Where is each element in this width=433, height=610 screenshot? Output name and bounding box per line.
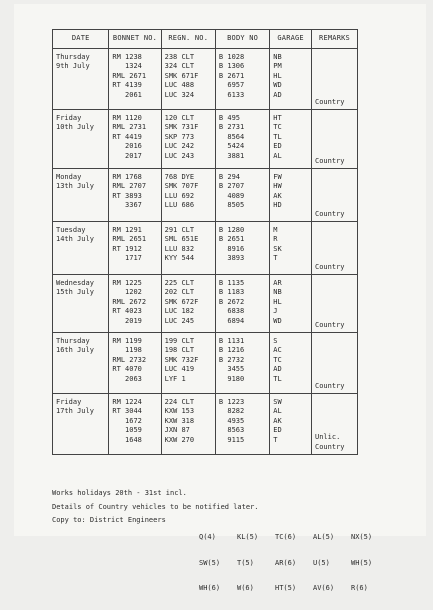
country-vehicles-note: Details of Country vehicles to be notified later. bbox=[52, 503, 259, 511]
cell-garage-text: AR NB HL J WD bbox=[273, 279, 282, 325]
copy-code: W(6) bbox=[237, 584, 254, 592]
column-header-garage: GARAGE bbox=[270, 30, 312, 49]
cell-date bbox=[53, 394, 109, 455]
cell-remarks bbox=[312, 333, 358, 394]
column-header-body-no: BODY NO bbox=[215, 30, 269, 49]
cell-regn bbox=[161, 275, 215, 333]
copy-code: WH(6) bbox=[199, 584, 221, 592]
cell-garage-text: M R SK T bbox=[273, 226, 282, 263]
cell-remarks bbox=[312, 110, 358, 169]
cell-garage bbox=[270, 49, 312, 110]
cell-body-text: B 1280 B 2651 8916 3893 bbox=[218, 226, 245, 263]
cell-bonnet bbox=[109, 275, 161, 333]
cell-garage-text: FW HW AK HD bbox=[273, 173, 282, 210]
cell-bonnet-text: RM 1224 RT 3044 1672 1059 1648 bbox=[112, 398, 142, 444]
column-header-remarks: REMARKS bbox=[312, 30, 358, 49]
cell-date-text: Wednesday 15th July bbox=[56, 279, 94, 297]
cell-body-text: B 495 B 2731 8564 5424 3881 bbox=[218, 114, 245, 160]
copy-code: AL(5) bbox=[313, 533, 335, 541]
copy-code: TC(6) bbox=[275, 533, 297, 541]
copy-code: Q(4) bbox=[199, 533, 216, 541]
cell-body bbox=[215, 169, 269, 222]
cell-body bbox=[215, 222, 269, 275]
cell-body bbox=[215, 110, 269, 169]
cell-remarks bbox=[312, 222, 358, 275]
table-row bbox=[53, 333, 358, 394]
cell-remarks-text: Country bbox=[315, 262, 345, 271]
table-row bbox=[53, 110, 358, 169]
copy-code-column bbox=[275, 516, 300, 610]
table-row bbox=[53, 169, 358, 222]
cell-bonnet bbox=[109, 333, 161, 394]
cell-garage bbox=[270, 222, 312, 275]
cell-date bbox=[53, 333, 109, 394]
cell-date bbox=[53, 222, 109, 275]
cell-bonnet-text: RM 1225 1202 RML 2672 RT 4023 2019 bbox=[112, 279, 147, 325]
table-row bbox=[53, 394, 358, 455]
copy-code: KL(5) bbox=[237, 533, 259, 541]
cell-bonnet bbox=[109, 222, 161, 275]
cell-date-text: Tuesday 14th July bbox=[56, 226, 94, 244]
cell-date-text: Thursday 16th July bbox=[56, 337, 94, 355]
cell-bonnet bbox=[109, 394, 161, 455]
cell-bonnet-text: RM 1120 RML 2731 RT 4419 2016 2017 bbox=[112, 114, 147, 160]
cell-garage-text: SW AL AK ED T bbox=[273, 398, 282, 444]
copy-code-column bbox=[351, 516, 376, 610]
cell-body-text: B 294 B 2707 4089 8505 bbox=[218, 173, 245, 210]
cell-remarks-text: Country bbox=[315, 209, 345, 218]
cell-bonnet-text: RM 1238 1324 RML 2671 RT 4139 2061 bbox=[112, 53, 147, 99]
copy-code-column bbox=[199, 516, 224, 610]
cell-garage bbox=[270, 110, 312, 169]
works-holidays-note: Works holidays 20th - 31st incl. bbox=[52, 489, 187, 497]
vehicle-schedule-table bbox=[52, 29, 358, 455]
copy-code-column bbox=[313, 516, 338, 610]
cell-garage bbox=[270, 394, 312, 455]
copy-code: NX(5) bbox=[351, 533, 373, 541]
cell-body-text: B 1223 8282 4935 8563 9115 bbox=[218, 398, 245, 444]
copy-code: T(5) bbox=[237, 558, 254, 567]
table-header bbox=[53, 30, 358, 49]
cell-regn-text: 224 CLT KXW 153 KXW 318 JXN 87 KXW 270 bbox=[164, 398, 195, 444]
cell-remarks-text: Unlic. Country bbox=[315, 433, 345, 451]
copy-code: AR(6) bbox=[275, 558, 297, 567]
cell-remarks-text: Country bbox=[315, 320, 345, 329]
cell-body bbox=[215, 333, 269, 394]
cell-bonnet-text: RM 1199 1198 RML 2732 RT 4070 2063 bbox=[112, 337, 147, 383]
cell-bonnet-text: RM 1768 RML 2707 RT 3893 3367 bbox=[112, 173, 147, 210]
cell-body-text: B 1028 B 1306 B 2671 6957 6133 bbox=[218, 53, 245, 99]
table-row bbox=[53, 222, 358, 275]
cell-regn bbox=[161, 333, 215, 394]
cell-regn-text: 768 DYE SMK 707F LLU 692 LLU 686 bbox=[164, 173, 199, 210]
cell-regn bbox=[161, 169, 215, 222]
cell-regn-text: 291 CLT SML 651E LLU 832 KYY 544 bbox=[164, 226, 199, 263]
copy-to-label: Copy to: District Engineers bbox=[52, 516, 166, 524]
cell-date bbox=[53, 110, 109, 169]
cell-body bbox=[215, 394, 269, 455]
cell-date-text: Friday 17th July bbox=[56, 398, 94, 416]
copy-code: U(5) bbox=[313, 558, 330, 567]
cell-remarks bbox=[312, 169, 358, 222]
cell-bonnet-text: RM 1291 RML 2651 RT 1912 1717 bbox=[112, 226, 147, 263]
cell-regn-text: 120 CLT SMK 731F SKP 773 LUC 242 LUC 243 bbox=[164, 114, 199, 160]
copy-code: R(6) bbox=[351, 584, 368, 592]
cell-remarks bbox=[312, 49, 358, 110]
copy-code: WH(5) bbox=[351, 558, 373, 567]
copy-code: AV(6) bbox=[313, 584, 335, 592]
cell-body bbox=[215, 275, 269, 333]
cell-date bbox=[53, 275, 109, 333]
cell-body bbox=[215, 49, 269, 110]
cell-garage bbox=[270, 275, 312, 333]
column-header-date: DATE bbox=[53, 30, 109, 49]
cell-regn-text: 238 CLT 324 CLT SMK 671F LUC 488 LUC 324 bbox=[164, 53, 199, 99]
cell-garage bbox=[270, 169, 312, 222]
cell-bonnet bbox=[109, 110, 161, 169]
cell-date-text: Thursday 9th July bbox=[56, 53, 90, 71]
cell-regn bbox=[161, 222, 215, 275]
cell-garage-text: S AC TC AD TL bbox=[273, 337, 282, 383]
cell-regn-text: 225 CLT 202 CLT SMK 672F LUC 182 LUC 245 bbox=[164, 279, 199, 325]
cell-body-text: B 1135 B 1183 B 2672 6838 6894 bbox=[218, 279, 245, 325]
column-header-regn-no: REGN. NO. bbox=[161, 30, 215, 49]
cell-bonnet bbox=[109, 169, 161, 222]
copy-code: HT(5) bbox=[275, 584, 297, 592]
cell-date-text: Monday 13th July bbox=[56, 173, 94, 191]
cell-remarks-text: Country bbox=[315, 97, 345, 106]
cell-bonnet bbox=[109, 49, 161, 110]
cell-remarks-text: Country bbox=[315, 156, 345, 165]
cell-remarks-text: Country bbox=[315, 381, 345, 390]
cell-regn bbox=[161, 394, 215, 455]
cell-garage bbox=[270, 333, 312, 394]
cell-regn bbox=[161, 49, 215, 110]
copy-code-column bbox=[237, 516, 262, 610]
cell-date-text: Friday 10th July bbox=[56, 114, 94, 132]
cell-garage-text: HT TC TL ED AL bbox=[273, 114, 282, 160]
table-row bbox=[53, 275, 358, 333]
copy-code: SW(5) bbox=[199, 558, 221, 567]
cell-body-text: B 1131 B 1216 B 2732 3455 9180 bbox=[218, 337, 245, 383]
table-row bbox=[53, 49, 358, 110]
cell-regn bbox=[161, 110, 215, 169]
cell-regn-text: 199 CLT 198 CLT SMK 732F LUC 419 LYF 1 bbox=[164, 337, 199, 383]
cell-date bbox=[53, 49, 109, 110]
cell-garage-text: NB PM HL WD AD bbox=[273, 53, 282, 99]
cell-remarks bbox=[312, 394, 358, 455]
cell-remarks bbox=[312, 275, 358, 333]
column-header-bonnet-no: BONNET NO. bbox=[109, 30, 161, 49]
cell-date bbox=[53, 169, 109, 222]
